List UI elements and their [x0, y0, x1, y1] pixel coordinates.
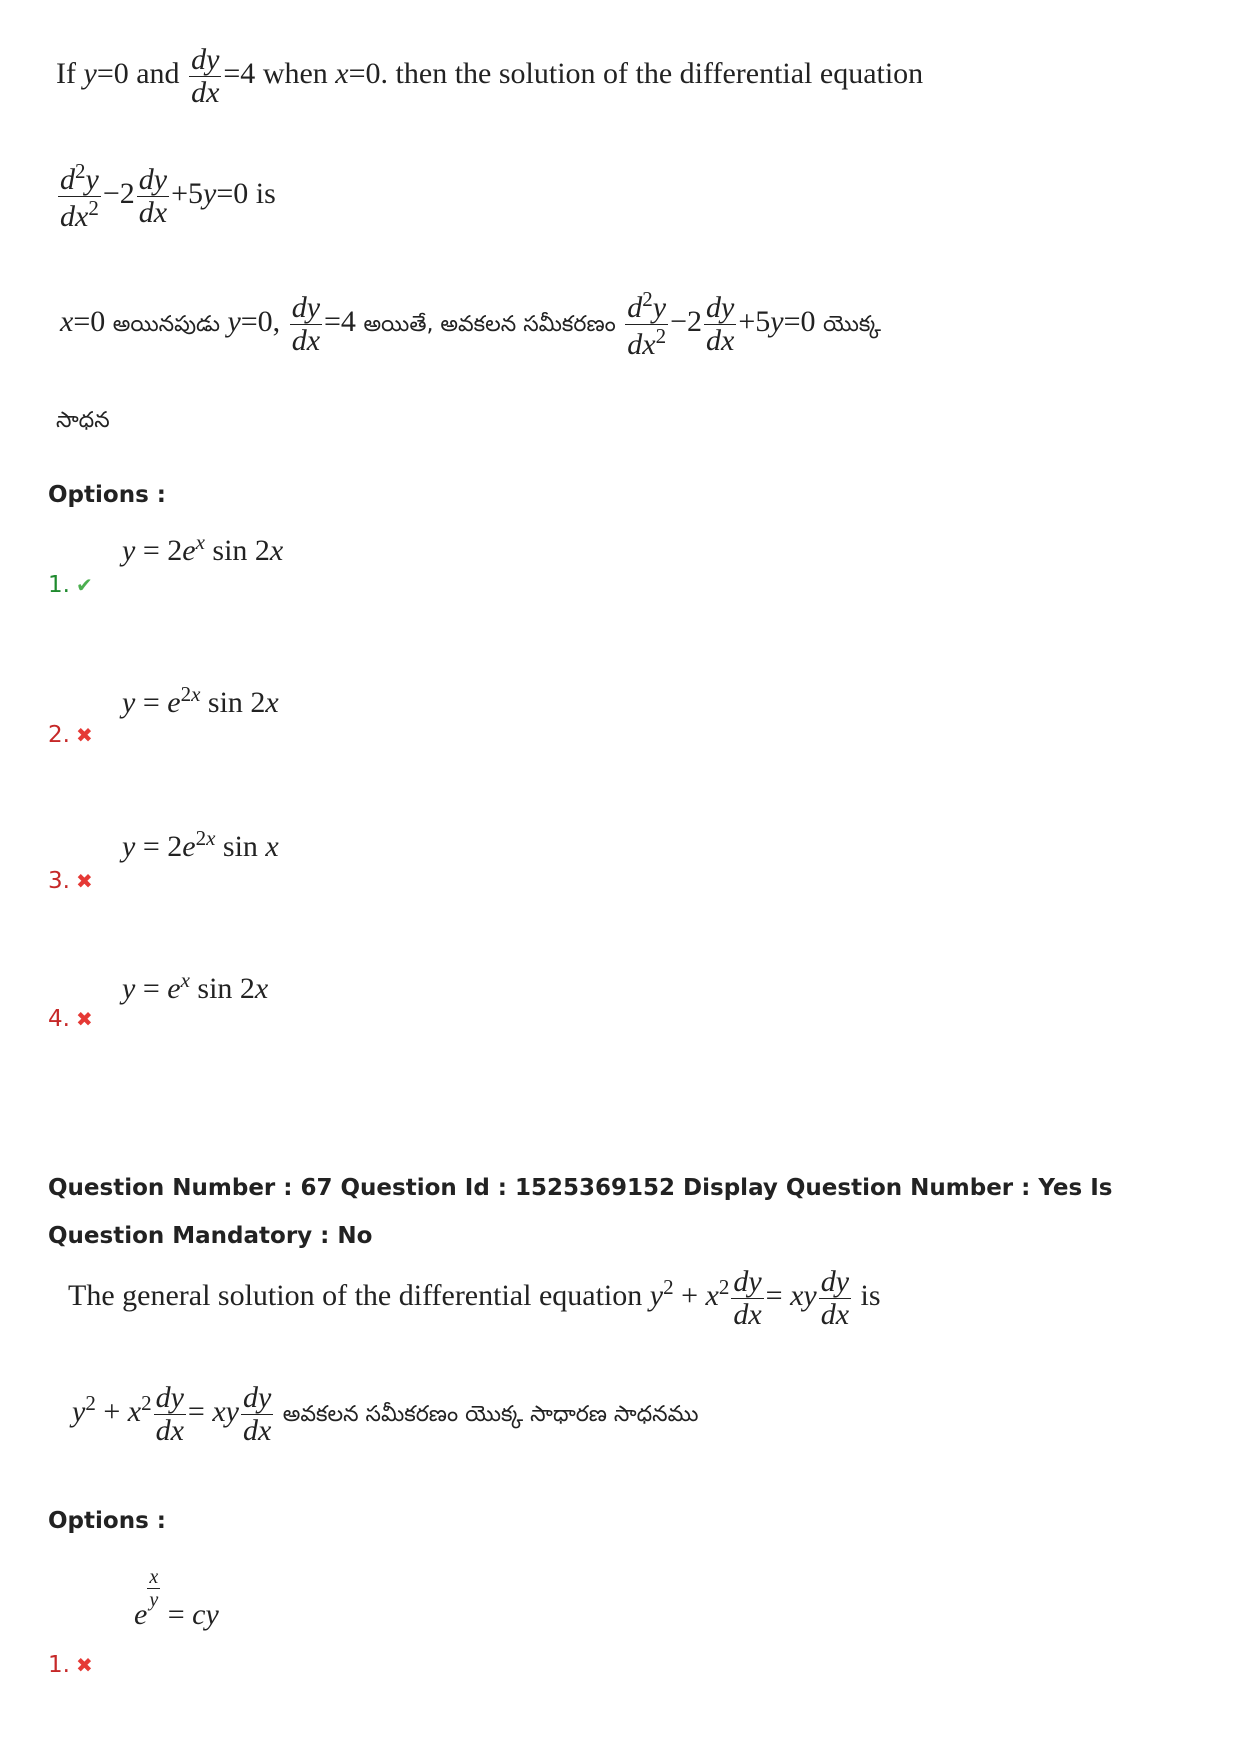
text-and: and — [136, 56, 180, 90]
text-when: when — [262, 56, 328, 90]
question-header: Question Number : 67 Question Id : 1525369152 Display Question Number : Yes Is Question Mandatory : No — [48, 1175, 1113, 1249]
cross-icon: ✖ — [75, 723, 93, 747]
telugu-ayinappudu: అయినపుడు — [112, 311, 220, 337]
question-1-english-equation: $\frac{d^2y}{dx^2}$ −2 $\frac{dy}{dx}$ +5y=0 is — [60, 159, 276, 233]
cross-icon: ✖ — [75, 1653, 93, 1677]
text-general-solution: The general solution of the differential equation — [68, 1278, 643, 1312]
question-2-english-line: The general solution of the differential equation $y^2 + x^2$ $\frac{dy}{dx}$ = xy $\frac{dy}{dx}$ is — [68, 1265, 881, 1331]
text-if: If — [56, 56, 76, 90]
option-2[interactable]: 2. ✖ — [48, 722, 93, 748]
fraction-dy-dx: $\frac{dy}{dx}$ — [191, 43, 220, 109]
option-4[interactable]: 4. ✖ — [48, 1006, 93, 1032]
option-1-math: $y = 2e^x$ sin 2x — [122, 530, 284, 567]
options-label: Options : — [48, 1508, 166, 1534]
check-icon: ✔ — [75, 573, 93, 597]
question-1-english-line1: If y=0 and $\frac{dy}{dx}$ =4 when x=0. then the solution of the differential equation — [56, 43, 924, 109]
text-is: is — [860, 1278, 881, 1312]
telugu-yokka: యొక్క — [823, 311, 882, 337]
question-2-telugu-line: $y^2 + x^2$ $\frac{dy}{dx}$ = xy $\frac{dy}{dx}$ అవకలన సమీకరణం యొక్క సాధారణ సాధనము — [72, 1381, 699, 1447]
options-label: Options : — [48, 482, 166, 508]
cross-icon: ✖ — [75, 1007, 93, 1031]
cross-icon: ✖ — [75, 869, 93, 893]
option-1[interactable]: 1. ✖ — [48, 1652, 93, 1678]
option-2-math: $y = e^{2x}$ sin 2x — [122, 682, 279, 719]
option-4-math: $y = e^x$ sin 2x — [122, 968, 269, 1005]
option-1[interactable]: 1. ✔ — [48, 572, 93, 598]
telugu-sadhana: సాధన — [56, 408, 110, 433]
text-then-solution: . then the solution of the differential equation — [380, 56, 924, 90]
telugu-general-solution: అవకలన సమీకరణం యొక్క సాధారణ సాధనము — [282, 1401, 699, 1427]
question-1-telugu-line2 — [56, 408, 110, 438]
question-1-telugu-line1: x=0 అయినపుడు y=0, $\frac{dy}{dx}$ =4 అయితే, అవకలన సమీకరణం $\frac{d^2y}{dx^2}$ −2 $\frac{dy}{dx}$ +5y=0 యొక్క — [60, 287, 882, 361]
telugu-ayite: అయితే, అవకలన సమీకరణం — [363, 311, 616, 337]
option-3-math: $y = 2e^{2x}$ sin x — [122, 826, 279, 863]
option-1-math: e $\frac{x}{y}$ = cy — [134, 1566, 219, 1631]
text-is: is — [255, 176, 276, 210]
option-3[interactable]: 3. ✖ — [48, 868, 93, 894]
